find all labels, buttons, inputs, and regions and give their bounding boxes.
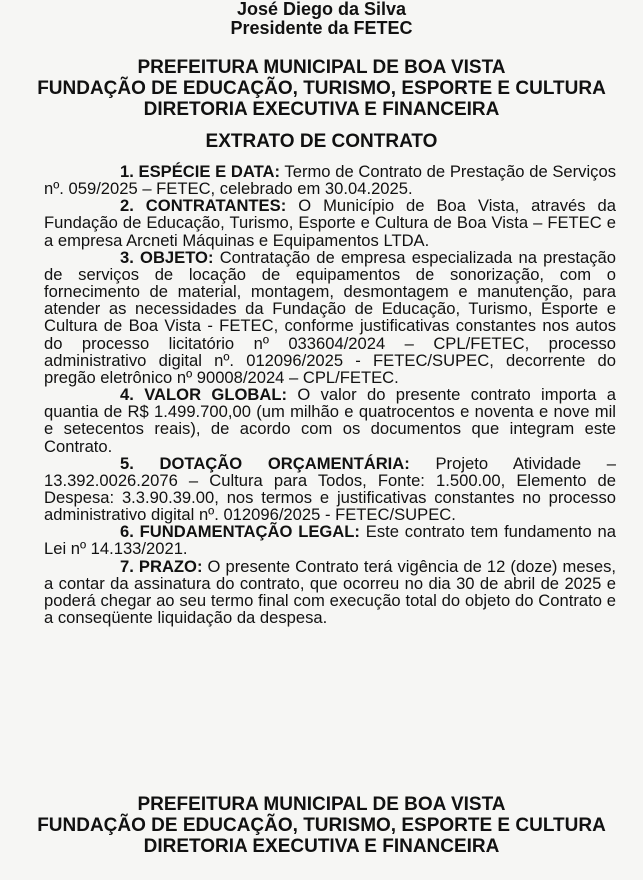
header-line-diretoria: DIRETORIA EXECUTIVA E FINANCEIRA	[143, 99, 500, 120]
clause-text: Termo de Contrato de Prestação de Serviços nº. 059/2025 – FETEC, celebrado em 30.04.2025.	[44, 162, 616, 199]
clause-dotacao	[44, 455, 616, 524]
clause-text: O valor do presente contrato importa a quantia de R$ 1.499.700,00 (um milhão e quatrocentos e noventa e nove mil e setecentos reais), de acordo com os documentos que integram este Contrato.	[44, 385, 616, 456]
clause-text: Projeto Atividade – 13.392.0026.2076 – Cultura para Todos, Fonte: 1.500.00, Elemento de Despesa: 3.3.90.39.00, nos termos e justificativas constantes no processo administrativo digital nº. 012096/2025 - FETEC/SUPEC.	[44, 453, 617, 525]
clause-label: 2. CONTRATANTES:	[120, 196, 287, 216]
clause-label: 3. OBJETO:	[120, 247, 214, 267]
clause-text: Este contrato tem fundamento na Lei nº 14.133/2021.	[44, 522, 616, 559]
header-line-diretoria: DIRETORIA EXECUTIVA E FINANCEIRA	[143, 836, 500, 857]
clause-text: Contratação de empresa especializada na prestação de serviços de locação de equipamentos de sonorização, com o fornecimento de material, montagem, desmontagem e manutenção, para atender as necessidades da Fundação de Educação, Turismo, Esporte e Cultura de Boa Vista - FETEC, conforme justificativas constantes nos autos do processo licitatório nº 033604/2024 – CPL/FETEC, processo administrativo digital nº. 012096/2025 - FETEC/SUPEC, decorrente do pregão eletrônico nº 90008/2024 – CPL/FETEC.	[44, 247, 616, 387]
contract-body	[44, 163, 616, 626]
signature-role: Presidente da FETEC	[230, 18, 413, 38]
clause-label: 5. DOTAÇÃO ORÇAMENTÁRIA:	[120, 453, 410, 473]
signature-block	[0, 0, 643, 38]
header-line-prefeitura: PREFEITURA MUNICIPAL DE BOA VISTA	[137, 57, 506, 78]
clause-fundamentacao	[44, 523, 616, 557]
clause-label: 6. FUNDAMENTAÇÃO LEGAL:	[120, 522, 360, 542]
clause-text: O presente Contrato terá vigência de 12 (doze) meses, a contar da assinatura do contrato, que ocorreu no dia 30 de abril de 2025 e poderá chegar ao seu termo final com execução total do objeto do Contrato e a conseqüente liquidação da despesa.	[44, 556, 616, 628]
clause-especie-data	[44, 163, 616, 197]
institution-header-bottom	[0, 794, 643, 857]
signature-name: José Diego da Silva	[236, 0, 407, 19]
clause-text: O Município de Boa Vista, através da Fundação de Educação, Turismo, Esporte e Cultura de Boa Vista – FETEC e a empresa Arcneti Máquinas e Equipamentos LTDA.	[44, 196, 616, 250]
clause-contratantes	[44, 197, 616, 248]
header-line-fundacao: FUNDAÇÃO DE EDUCAÇÃO, TURISMO, ESPORTE E CULTURA	[37, 78, 606, 99]
header-line-fundacao: FUNDAÇÃO DE EDUCAÇÃO, TURISMO, ESPORTE E CULTURA	[37, 815, 606, 836]
clause-valor-global	[44, 386, 616, 455]
clause-label: 1. ESPÉCIE E DATA:	[120, 162, 281, 181]
clause-label: 4. VALOR GLOBAL:	[120, 385, 287, 405]
document-title: EXTRATO DE CONTRATO	[205, 131, 438, 152]
institution-header-top	[0, 57, 643, 120]
clause-label: 7. PRAZO:	[120, 556, 203, 576]
header-line-prefeitura: PREFEITURA MUNICIPAL DE BOA VISTA	[137, 794, 506, 815]
clause-prazo	[44, 558, 616, 627]
clause-objeto	[44, 249, 616, 386]
